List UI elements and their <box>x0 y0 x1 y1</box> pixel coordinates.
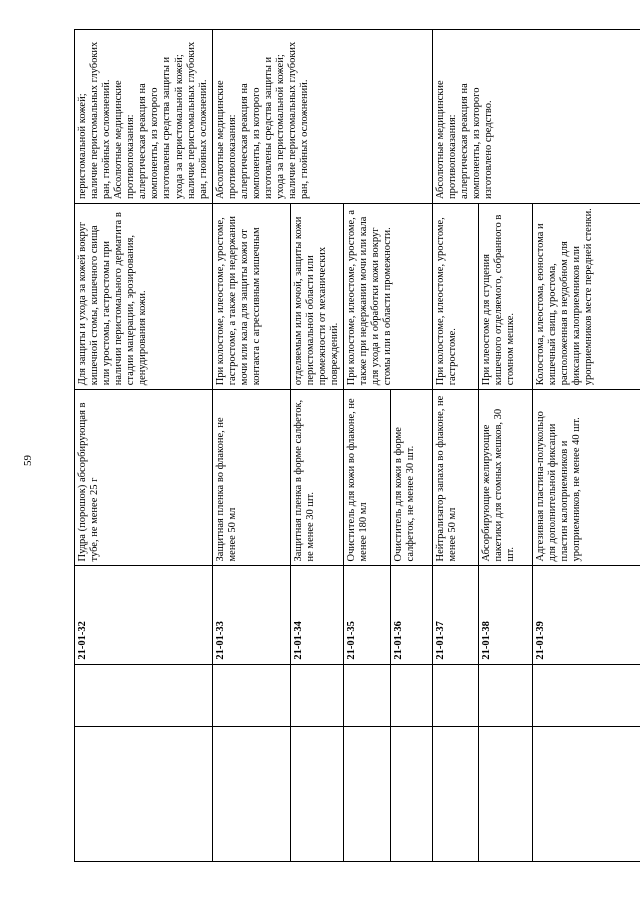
product-description: Колостома, илеостома, еюностома и кишечный свищ, уростома, расположенная в неудобном для фиксации калоприемников или уроприемников месте передней стенки. <box>532 204 640 390</box>
product-description: Для защиты и ухода за кожей вокруг кишечной стомы, кишечного свища или уростомы, гастростомы при наличии перистомального дерматита в стадии мацерации, эрозирования, денудирования кожи. <box>75 204 213 390</box>
product-code: 21-01-32 <box>75 566 213 664</box>
page-number: 59 <box>22 455 34 466</box>
product-code: 21-01-33 <box>212 566 290 664</box>
rotated-table-container <box>74 29 595 862</box>
blank-cell <box>290 727 343 862</box>
blank-cell <box>212 727 290 862</box>
product-code: 21-01-39 <box>532 566 640 664</box>
product-description: При илеостоме для сгущения кишечного отделяемого, собранного в стомном мешке. <box>478 204 532 390</box>
product-contraindications: перистомальной кожей; наличие перистомальных глубоких ран, гнойных осложнений. Абсолютные медицинские противопоказания: аллергическая реакция на компоненты, из которого изготовлены средства защиты и ухода за перистомальной кожей; наличие перистомальных глубоких ран, гнойных осложнений. <box>75 30 213 204</box>
product-code: 21-01-34 <box>290 566 343 664</box>
product-description: При колостоме, илеостоме, уростоме, гастростоме. <box>432 204 478 390</box>
product-name: Абсорбирующие желирующие пакетики для стомных мешков, 30 шт. <box>478 390 532 566</box>
blank-cell <box>478 664 532 726</box>
product-description: отделяемым или мочой, защиты кожи перистомальной области или промежности от механических повреждений. <box>290 204 343 390</box>
blank-cell <box>478 727 532 862</box>
product-description: При колостоме, илеостоме, уростоме, а также при недержании мочи или кала для ухода и обработки кожи вокруг стомы или в области промежности. <box>343 204 432 390</box>
blank-cell <box>343 664 390 726</box>
blank-cell <box>343 727 390 862</box>
blank-cell <box>75 664 213 726</box>
blank-cell <box>532 727 640 862</box>
product-name: Нейтрализатор запаха во флаконе, не менее 50 мл <box>432 390 478 566</box>
product-name: Очиститель для кожи во флаконе, не менее 180 мл <box>343 390 390 566</box>
product-name: Адгезивная пластина-полукольцо для дополнительной фиксации пластин калоприемников и уроприемников, не менее 40 шт. <box>532 390 640 566</box>
blank-cell <box>75 727 213 862</box>
blank-cell <box>290 664 343 726</box>
blank-cell <box>432 727 478 862</box>
product-code: 21-01-38 <box>478 566 532 664</box>
product-code: 21-01-36 <box>390 566 432 664</box>
table-row <box>432 30 478 862</box>
product-code: 21-01-35 <box>343 566 390 664</box>
product-code: 21-01-37 <box>432 566 478 664</box>
blank-cell <box>532 664 640 726</box>
blank-cell <box>212 664 290 726</box>
product-name: Пудра (порошок) абсорбирующая в тубе, не менее 25 г <box>75 390 213 566</box>
product-contraindications: Абсолютные медицинские противопоказания: аллергическая реакция на компоненты, из которого изготовлено средство. <box>432 30 640 204</box>
medical-products-table <box>74 29 640 862</box>
product-name: Защитная пленка во флаконе, не менее 50 мл <box>212 390 290 566</box>
product-description: При колостоме, илеостоме, уростоме, гастростоме, а также при недержании мочи или кала для защиты кожи от контакта с агрессивным кишечным <box>212 204 290 390</box>
product-name: Защитная пленка в форме салфеток, не менее 30 шт. <box>290 390 343 566</box>
product-contraindications: Абсолютные медицинские противопоказания: аллергическая реакция на компоненты, из которого изготовлены средства защиты и ухода за перистомальной кожей; наличие перистомальных глубоких ран, гнойных осложнений. <box>212 30 432 204</box>
table-row <box>212 30 290 862</box>
blank-cell <box>390 664 432 726</box>
product-name: Очиститель для кожи в форме салфеток, не менее 30 шт. <box>390 390 432 566</box>
table-row <box>75 30 213 862</box>
blank-cell <box>432 664 478 726</box>
blank-cell <box>390 727 432 862</box>
